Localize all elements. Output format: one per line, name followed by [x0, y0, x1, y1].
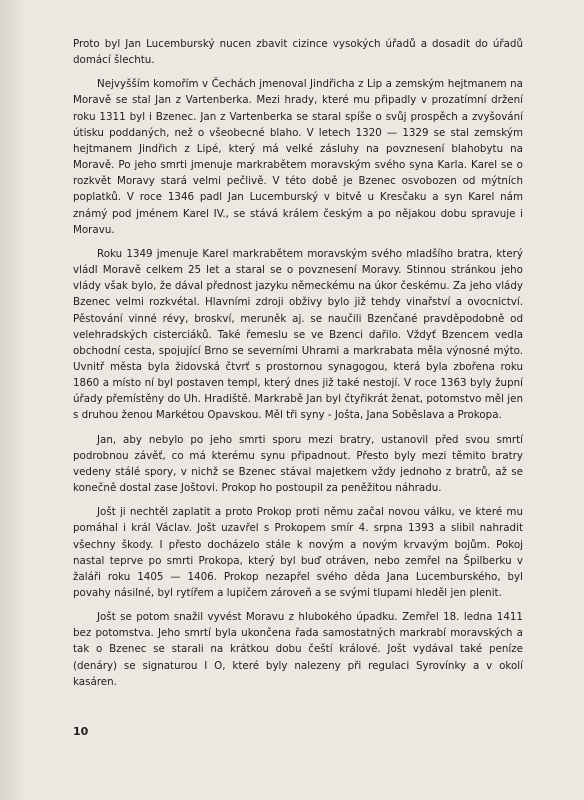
paragraph-5: Jošt ji nechtěl zaplatit a proto Prokop proti němu začal novou válku, ve které mu pomáhal i král Václav. Jošt uzavřel s Prokopem smír 4. srpna 1393 a slibil nahradit všechny škody. I přesto docházelo stále k novým a novým krvavým bojům. Pokoj nastal teprve po smrti Prokopa, který byl buď otráven, nebo zemřel na Špilberku v žaláři roku 1405 — 1406. Prokop nezapřel svého děda Jana Lucemburského, byl povahy násilné, byl rytířem a lupičem zároveň a se svými tlupami hleděl jen plenit.: [73, 506, 523, 599]
paragraph-6: Jošt se potom snažil vyvést Moravu z hlubokého úpadku. Zemřel 18. ledna 1411 bez potomstva. Jeho smrtí byla ukončena řada samostatných markrabí moravských a tak o Bzenec se starali na krátkou dobu čeští králové. Jošt vydával také peníze (denáry) se signaturou I O, které byly nalezeny při regulaci Syrovínky a v okolí kasáren.: [73, 611, 523, 688]
paragraph-3: Roku 1349 jmenuje Karel markrabětem moravským svého mladšího bratra, který vládl Moravě celkem 25 let a staral se o povznesení Moravy. Stinnou stránkou jeho vlády však bylo, že dával přednost jazyku německému na úkor českému. Za jeho vlády Bzenec velmi rozkvétal. Hlavními zdroji obživy bylo již tehdy vinařství a ovocnictví. Pěstování vinné révy, broskví, meruněk aj. se naučili Bzenčané pravděpodobně od velehradských cisterciáků. Také řemeslu se ve Bzenci dařilo. Vždyť Bzencem vedla obchodní cesta, spojující Brno se severními Uhrami a markrabata měla výnosné mýto. Uvnitř města byla židovská čtvrť s prostornou synagogou, která byla zbořena roku 1860 a místo ní byl postaven templ, který dnes již také nestojí. V roce 1363 byly župní úřady přemístěny do Uh. Hradiště. Markrabě Jan byl čtyřikrát ženat, potomstvo měl jen s druhou ženou Markétou Opavskou. Měl tři syny - Jošta, Jana Soběslava a Prokopa.: [73, 247, 523, 422]
paragraph-4: Jan, aby nebylo po jeho smrti sporu mezi bratry, ustanovil před svou smrtí podrobnou závěť, co má kterému synu připadnout. Přesto byly mezi těmito bratry vedeny stálé spory, v nichž se Bzenec stával majetkem vždy jednoho z bratrů, až se konečně dostal zase Joštovi. Prokop ho postoupil za peněžitou náhradu.: [73, 433, 523, 495]
paragraph-1: Proto byl Jan Lucemburský nucen zbavit cizince vysokých úřadů a dosadit do úřadů domácí šlechtu.: [73, 38, 523, 67]
page-number: 10: [73, 725, 89, 738]
body-text: [73, 36, 523, 690]
paragraph-2: Nejvyšším komořím v Čechách jmenoval Jindřicha z Lip a zemským hejtmanem na Moravě se stal Jan z Vartenberka. Mezi hrady, které mu připadly v prozatímní držení roku 1311 byl i Bzenec. Jan z Vartenberka se staral spíše o svůj prospěch a zvyšování útisku poddaných, než o všeobecné blaho. V letech 1320 — 1329 se stal zemským hejtmanem Jindřich z Lipé, který má velké zásluhy na povznesení blahobytu na Moravě. Po jeho smrti jmenuje markrabětem moravským svého syna Karla. Karel se o rozkvět Moravy stará velmi pečlivě. V této době je Bzenec osvobozen od mýtních poplatků. V roce 1346 padl Jan Lucemburský v bitvě u Kresčaku a syn Karel nám známý pod jménem Karel IV., se stává králem českým a po nějakou dobu spravuje i Moravu.: [73, 78, 523, 236]
